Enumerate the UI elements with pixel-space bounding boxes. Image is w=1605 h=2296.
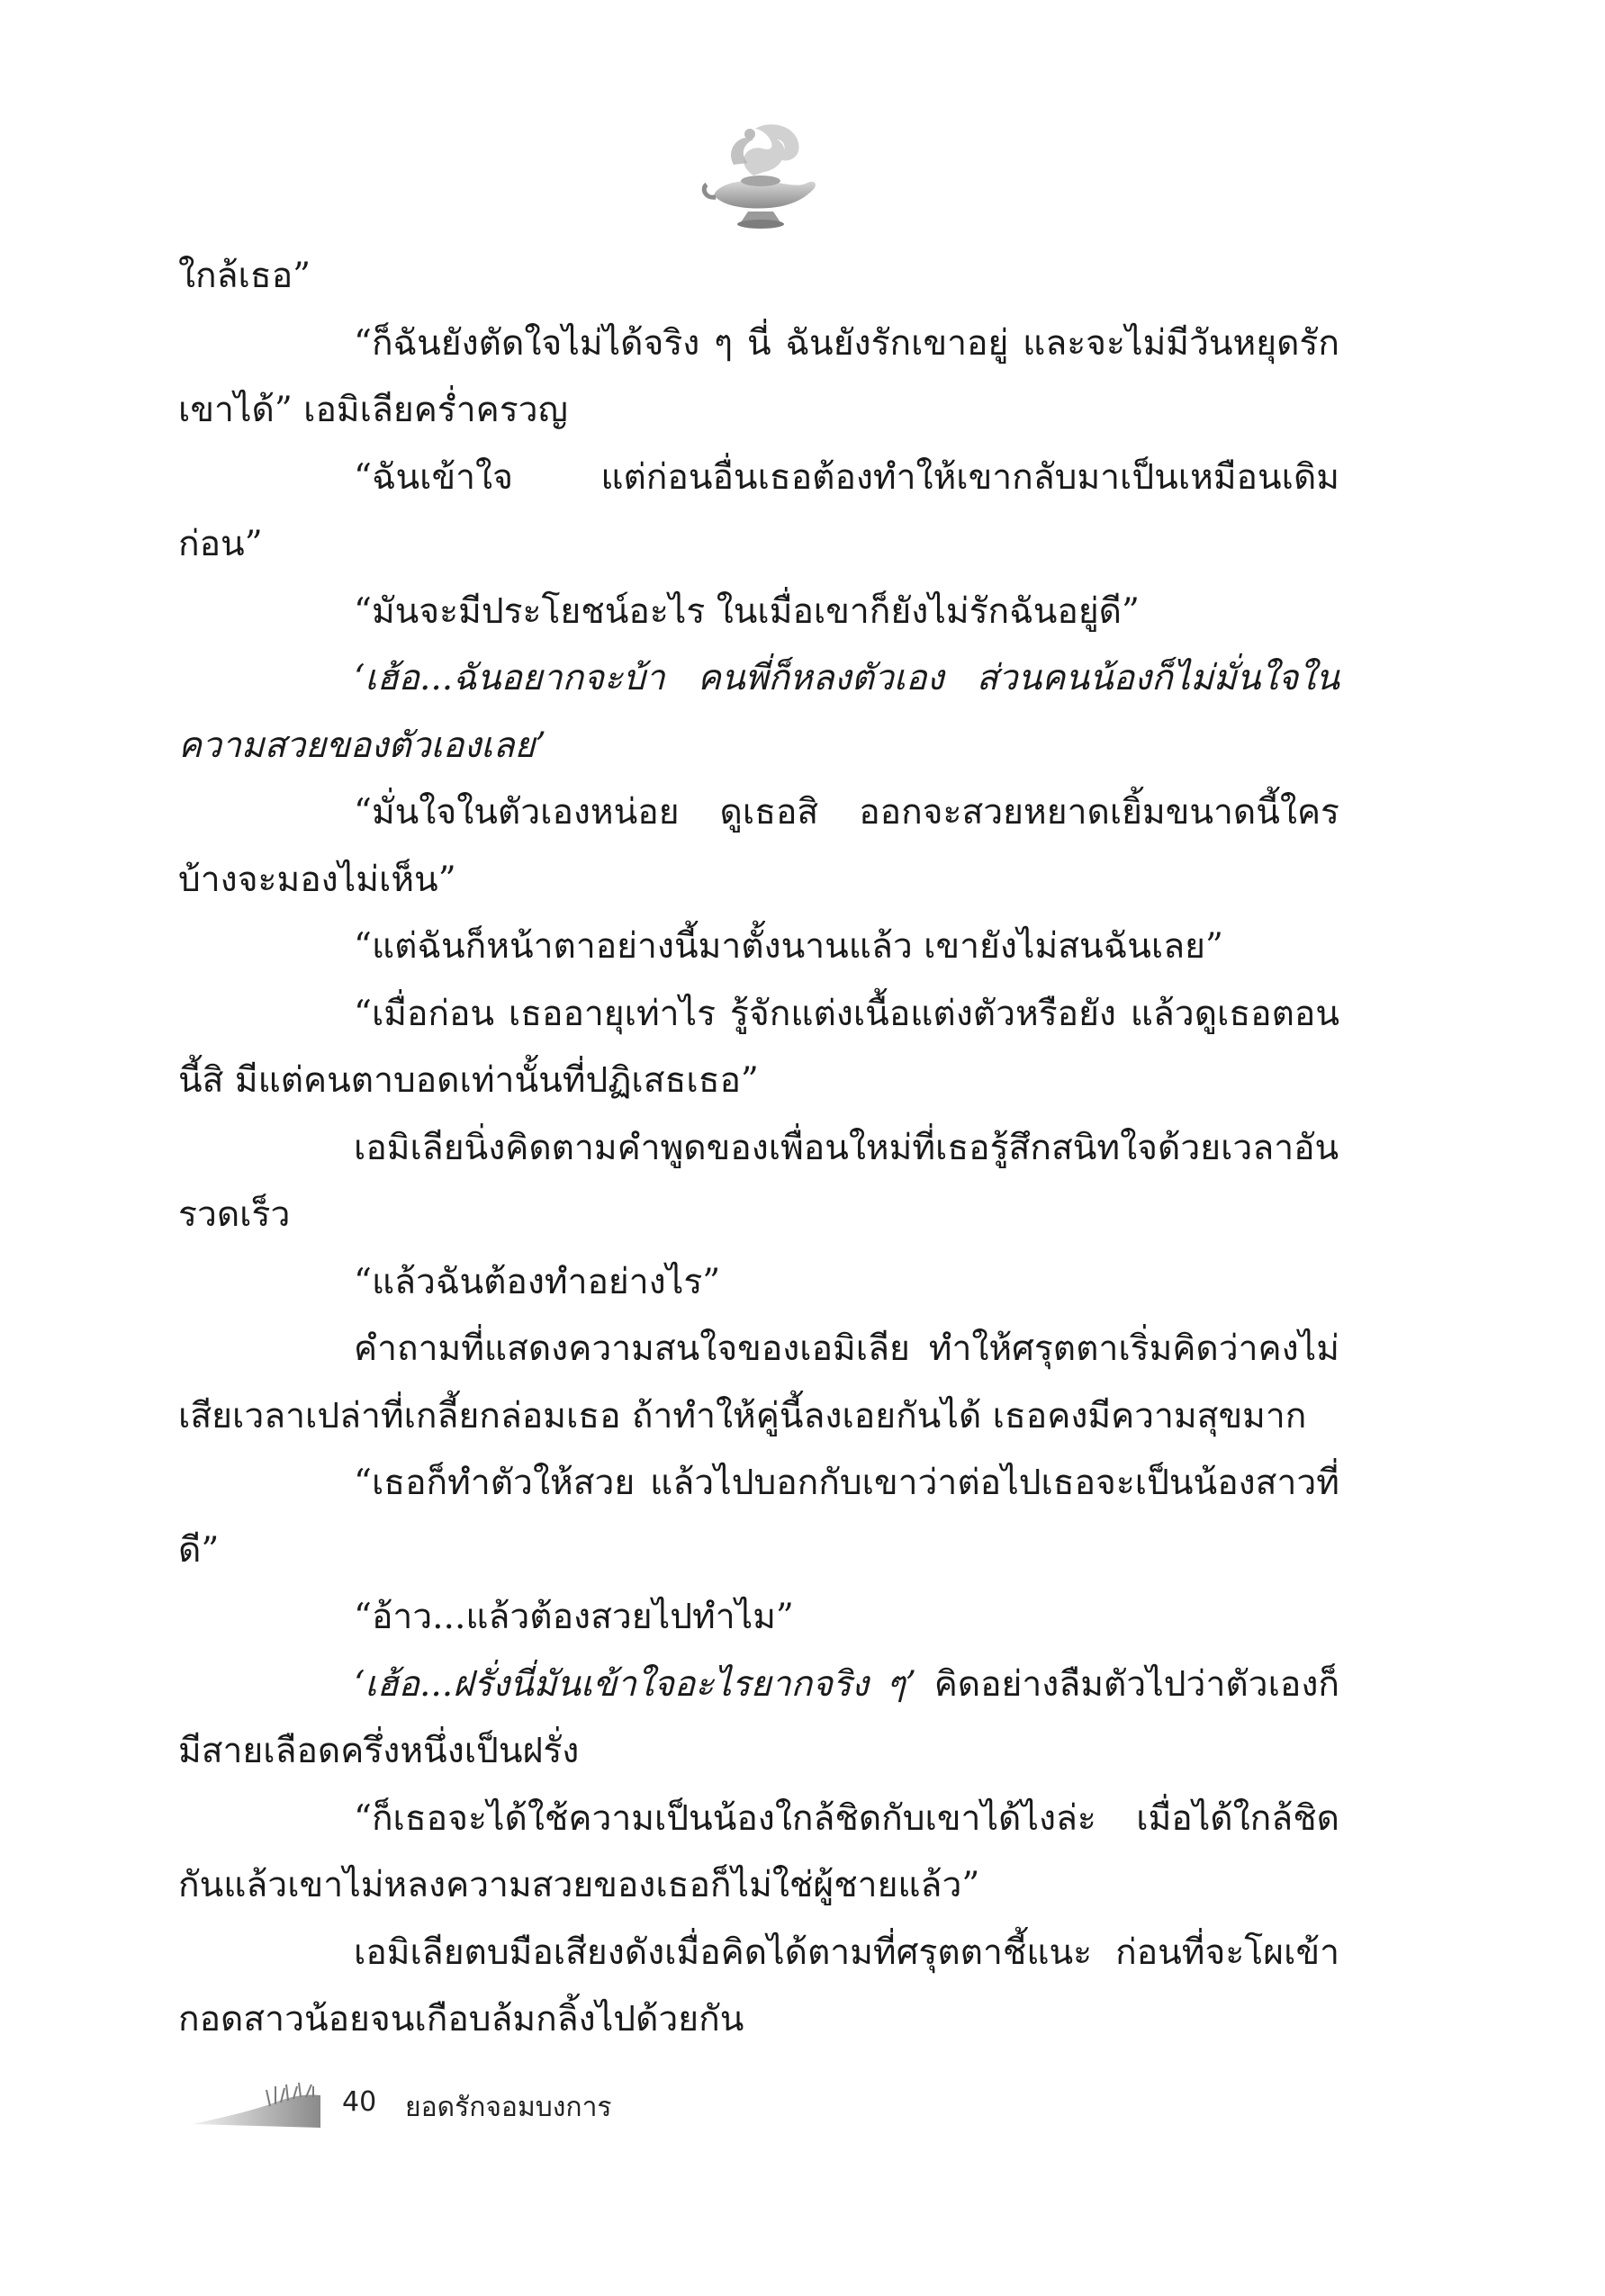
thought-paragraph: ‘เฮ้อ...ฉันอยากจะบ้า คนพี่ก็หลงตัวเอง ส่วนคนน้องก็ไม่มั่นใจในความสวยของตัวเองเลย’ — [178, 658, 1339, 766]
body-text — [178, 243, 1339, 2054]
magic-lamp-icon — [698, 113, 824, 234]
paragraph: “มันจะมีประโยชน์อะไร ในเมื่อเขาก็ยังไม่รักฉันอยู่ดี” — [354, 590, 1140, 632]
thought-text: ‘เฮ้อ...ฝรั่งนี่มันเข้าใจอะไรยากจริง ๆ’ — [354, 1663, 916, 1705]
page-footer — [189, 2077, 819, 2131]
paragraph: เอมิเลียนิ่งคิดตามคำพูดของเพื่อนใหม่ที่เธอรู้สึกสนิทใจด้วยเวลาอันรวดเร็ว — [178, 1127, 1339, 1235]
paragraph: “มั่นใจในตัวเองหน่อย ดูเธอสิ ออกจะสวยหยาดเยิ้มขนาดนี้ใครบ้างจะมองไม่เห็น” — [178, 792, 1339, 900]
paragraph: “ฉันเข้าใจ แต่ก่อนอื่นเธอต้องทำให้เขากลับมาเป็นเหมือนเดิมก่อน” — [178, 456, 1339, 564]
paragraph: “แล้วฉันต้องทำอย่างไร” — [354, 1261, 721, 1302]
narration-text: คิดอย่างลืมตัวไปว่าตัวเองก็มีสายเลือดครึ่งหนึ่งเป็นฝรั่ง — [178, 1663, 1339, 1771]
paragraph: “เธอก็ทำตัวให้สวย แล้วไปบอกกับเขาว่าต่อไปเธอจะเป็นน้องสาวที่ดี” — [178, 1463, 1339, 1571]
paragraph — [178, 1652, 1339, 1786]
book-title: ยอดรักจอมบงการ — [405, 2092, 612, 2123]
grass-ornament-icon — [189, 2077, 324, 2131]
page-number: 40 — [342, 2086, 377, 2118]
paragraph: “อ้าว...แล้วต้องสวยไปทำไม” — [354, 1597, 794, 1637]
paragraph: “เมื่อก่อน เธออายุเท่าไร รู้จักแต่งเนื้อแต่งตัวหรือยัง แล้วดูเธอตอนนี้สิ มีแต่คนตาบอดเท่านั้นที่ปฏิเสธเธอ” — [178, 993, 1339, 1101]
paragraph: ใกล้เธอ” — [178, 256, 311, 296]
paragraph: คำถามที่แสดงความสนใจของเอมิเลีย ทำให้ศรุตตาเริ่มคิดว่าคงไม่เสียเวลาเปล่าที่เกลี้ยกล่อมเธอ ถ้าทำให้คู่นี้ลงเอยกันได้ เธอคงมีความสุขมาก — [178, 1328, 1339, 1436]
paragraph: “ก็ฉันยังตัดใจไม่ได้จริง ๆ นี่ ฉันยังรักเขาอยู่ และจะไม่มีวันหยุดรักเขาได้” เอมิเลียคร่ำครวญ — [178, 322, 1339, 430]
paragraph: “แต่ฉันก็หน้าตาอย่างนี้มาตั้งนานแล้ว เขายังไม่สนฉันเลย” — [354, 926, 1223, 967]
paragraph: “ก็เธอจะได้ใช้ความเป็นน้องใกล้ชิดกับเขาได้ไงล่ะ เมื่อได้ใกล้ชิดกันแล้วเขาไม่หลงความสวยของเธอก็ไม่ใช่ผู้ชายแล้ว” — [178, 1797, 1339, 1905]
paragraph: เอมิเลียตบมือเสียงดังเมื่อคิดได้ตามที่ศรุตตาชี้แนะ ก่อนที่จะโผเข้ากอดสาวน้อยจนเกือบล้มกลิ้งไปด้วยกัน — [178, 1931, 1339, 2039]
